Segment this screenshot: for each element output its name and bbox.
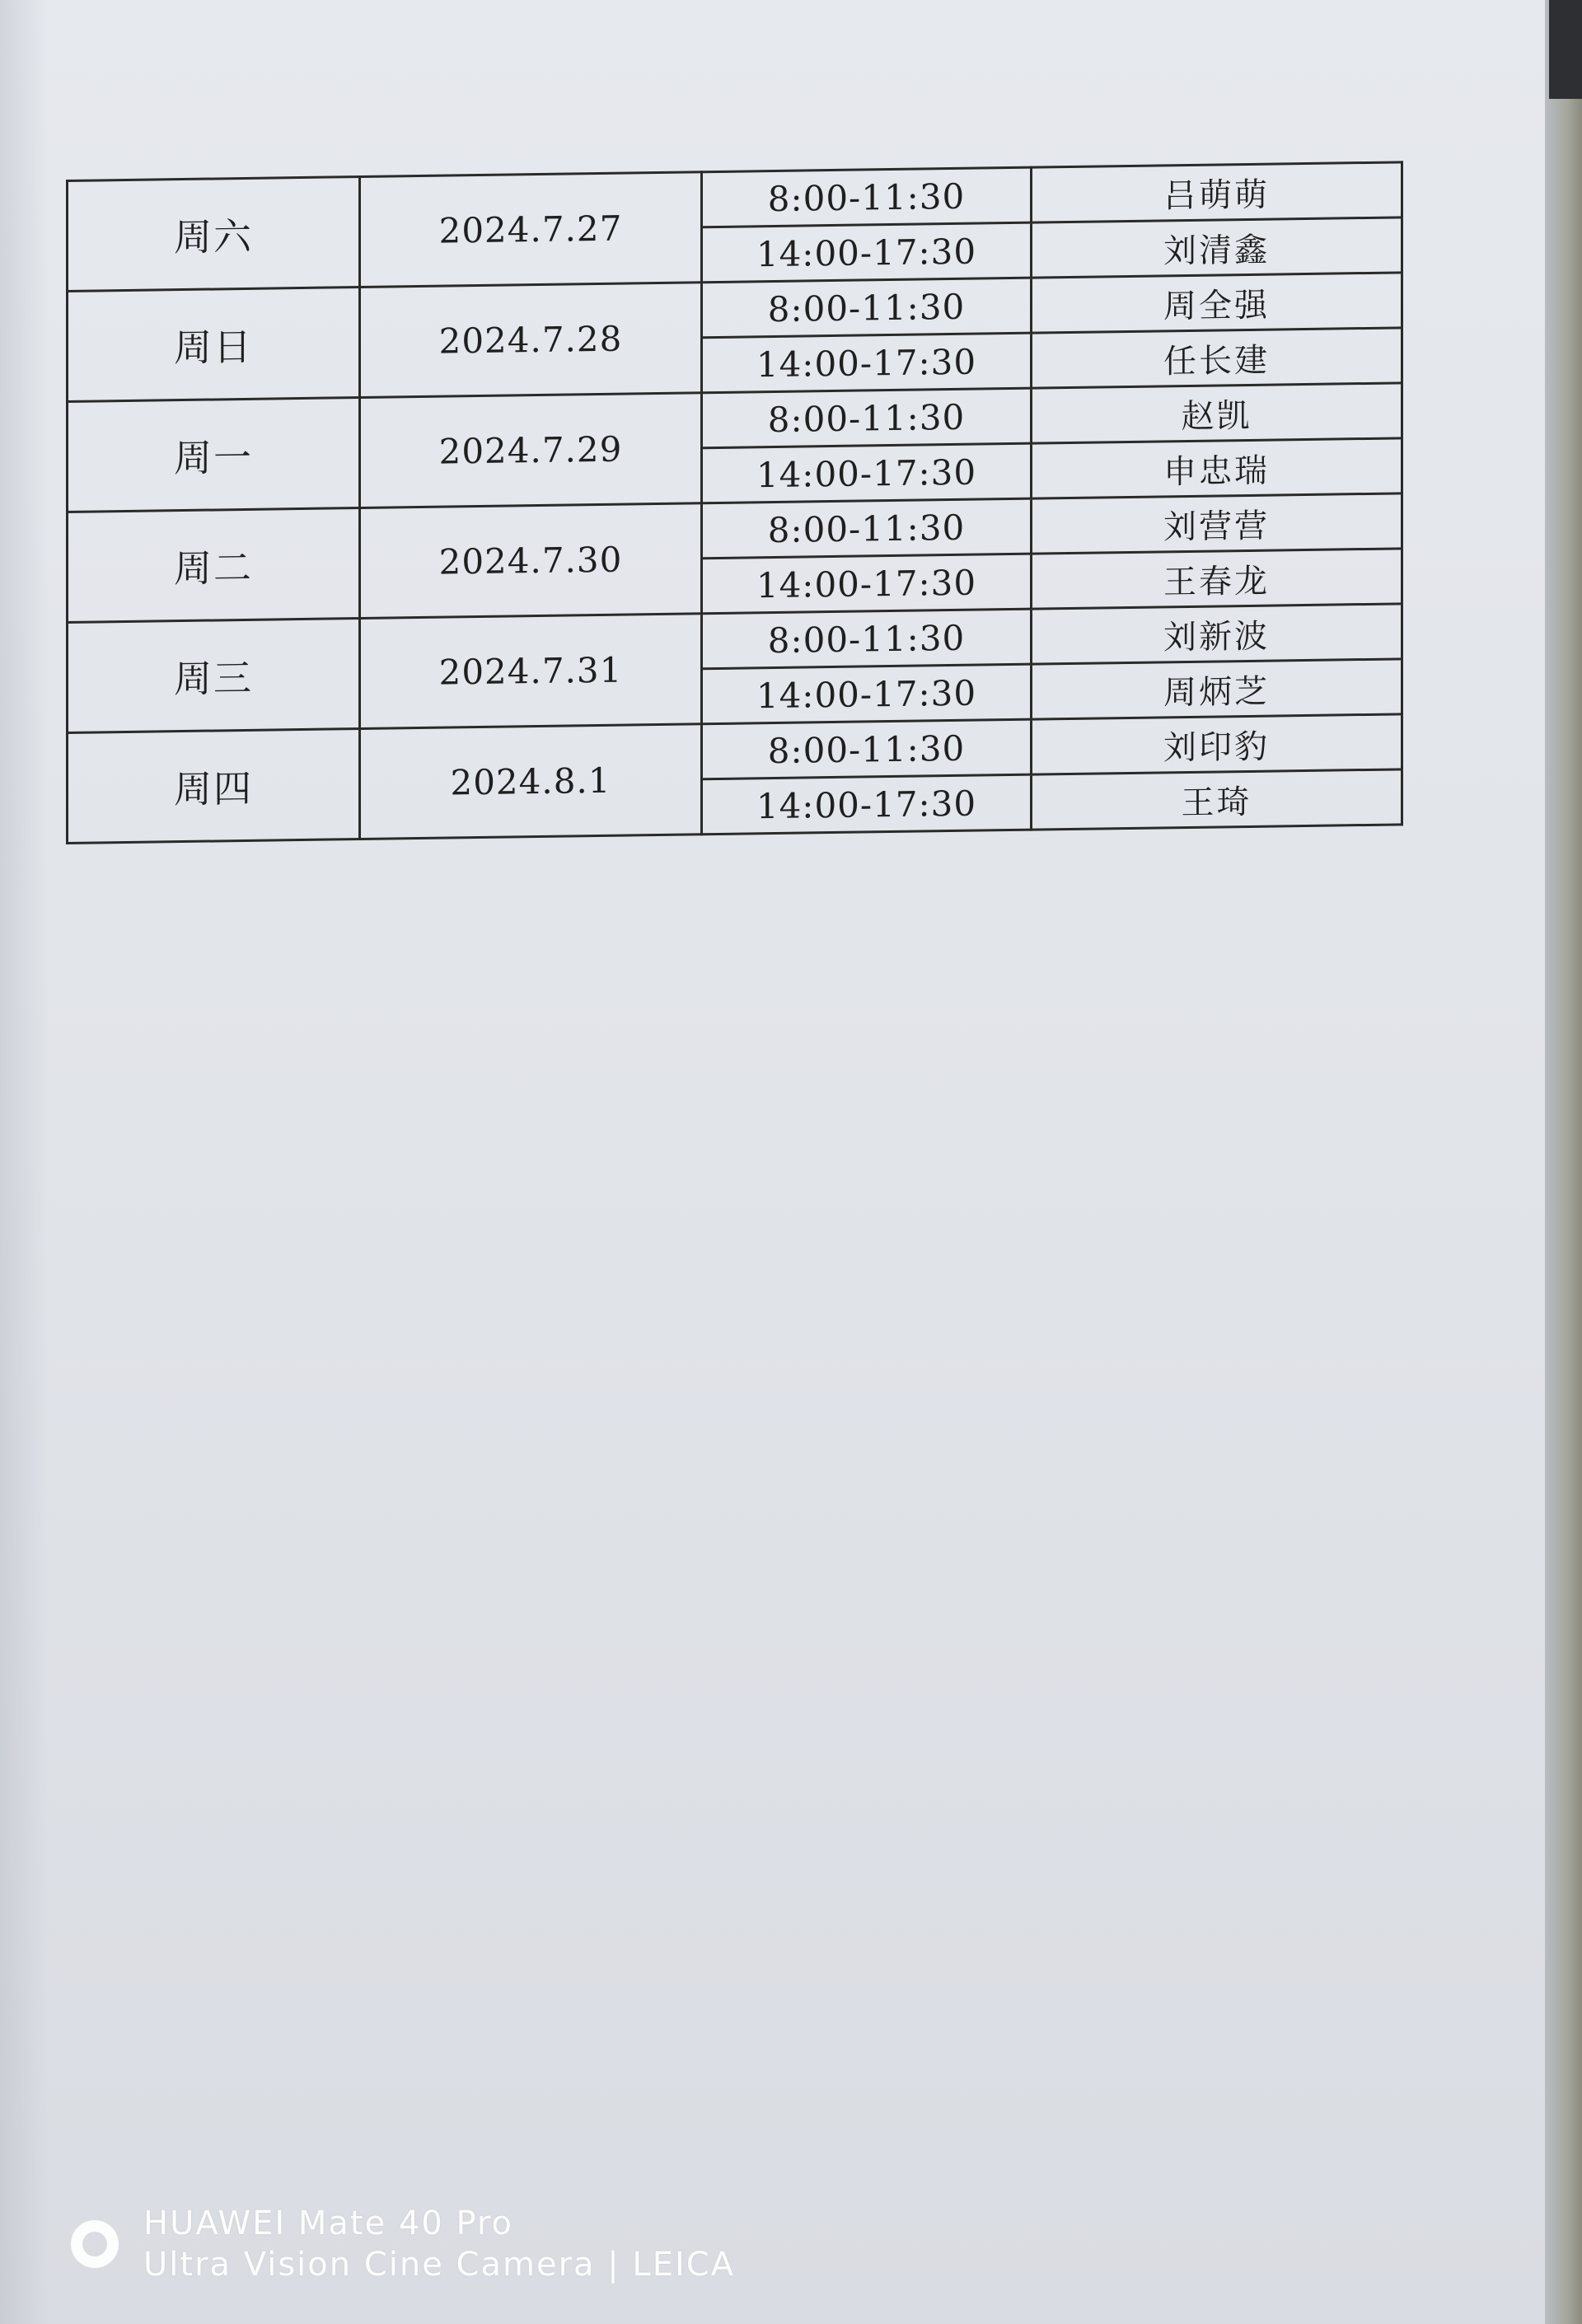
person-cell: 刘印豹 [1032, 714, 1402, 774]
watermark-line-2: Ultra Vision Cine Camera | LEICA [143, 2246, 736, 2284]
day-cell: 周六 [68, 177, 360, 292]
time-cell: 8:00-11:30 [702, 498, 1032, 559]
time-cell: 14:00-17:30 [702, 554, 1032, 614]
person-cell: 吕萌萌 [1032, 162, 1402, 222]
day-cell: 周三 [68, 619, 360, 733]
person-cell: 任长建 [1032, 328, 1402, 388]
date-cell: 2024.8.1 [360, 724, 702, 839]
day-cell: 周一 [68, 398, 360, 512]
time-cell: 8:00-11:30 [702, 278, 1032, 338]
time-cell: 14:00-17:30 [702, 664, 1032, 724]
date-cell: 2024.7.27 [360, 172, 702, 288]
date-cell: 2024.7.28 [360, 283, 702, 398]
camera-ring-icon [71, 2220, 119, 2268]
duty-schedule-table [66, 161, 1403, 844]
paper-shadow [0, 0, 49, 2324]
person-cell: 王琦 [1032, 769, 1402, 830]
watermark-line-1: HUAWEI Mate 40 Pro [143, 2205, 513, 2242]
person-cell: 王春龙 [1032, 549, 1402, 609]
background-corner [1549, 0, 1582, 99]
person-cell: 赵凯 [1032, 383, 1402, 443]
person-cell: 刘清鑫 [1032, 217, 1402, 278]
person-cell: 申忠瑞 [1032, 438, 1402, 498]
time-cell: 8:00-11:30 [702, 167, 1032, 227]
time-cell: 8:00-11:30 [702, 609, 1032, 669]
time-cell: 14:00-17:30 [702, 222, 1032, 283]
camera-watermark [71, 2203, 735, 2285]
day-cell: 周二 [68, 508, 360, 623]
time-cell: 8:00-11:30 [702, 719, 1032, 779]
paper-edge [1545, 0, 1582, 2324]
watermark-text [143, 2203, 735, 2285]
time-cell: 8:00-11:30 [702, 388, 1032, 448]
date-cell: 2024.7.31 [360, 614, 702, 729]
date-cell: 2024.7.30 [360, 503, 702, 619]
time-cell: 14:00-17:30 [702, 774, 1032, 835]
person-cell: 周炳芝 [1032, 659, 1402, 719]
person-cell: 刘营营 [1032, 493, 1402, 554]
time-cell: 14:00-17:30 [702, 443, 1032, 503]
day-cell: 周日 [68, 288, 360, 402]
person-cell: 刘新波 [1032, 604, 1402, 664]
date-cell: 2024.7.29 [360, 393, 702, 508]
person-cell: 周全强 [1032, 273, 1402, 333]
day-cell: 周四 [68, 729, 360, 844]
time-cell: 14:00-17:30 [702, 333, 1032, 393]
